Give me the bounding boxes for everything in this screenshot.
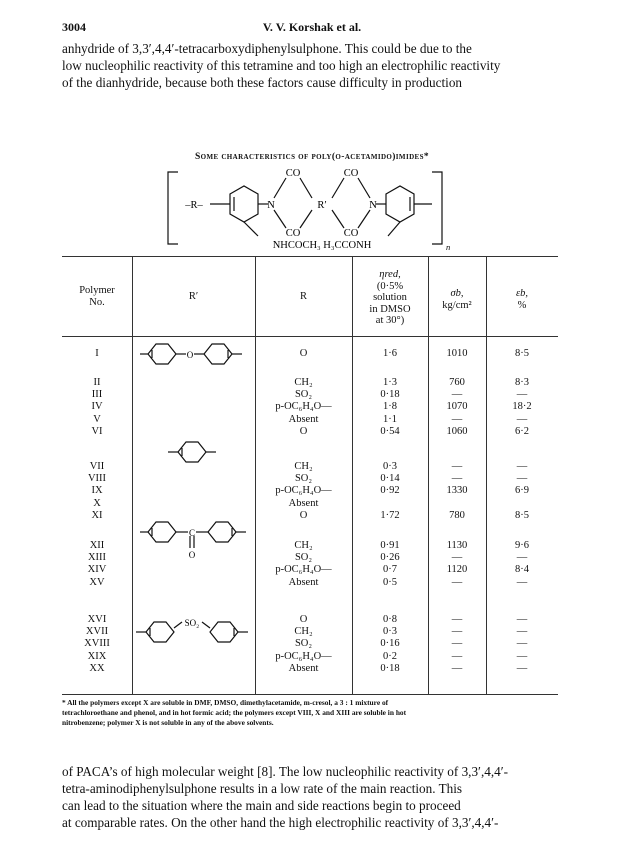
- co-label: CO: [343, 228, 359, 239]
- reduced-viscosity-cell: 1·8: [383, 401, 397, 413]
- polymer-number-cell: VIII: [87, 473, 107, 485]
- tensile-strength-cell: 780: [449, 509, 465, 521]
- r-group-cell: Absent: [288, 576, 319, 588]
- polymer-number-cell: XIX: [87, 650, 107, 662]
- polymer-number-cell: I: [95, 348, 99, 359]
- r-group-cell: Absent: [288, 413, 319, 425]
- elongation-cell: [486, 498, 558, 510]
- polymer-number-cell: V: [93, 413, 101, 425]
- header-text: σb,: [450, 288, 464, 299]
- tensile-strength-cell: 1120: [446, 564, 468, 576]
- intro-paragraph: [62, 40, 560, 91]
- elongation-cell: —: [516, 638, 528, 650]
- header-tensile-strength: [428, 288, 486, 311]
- r-group-cell: SO₂: [294, 389, 313, 401]
- reduced-viscosity-cell: 1·3: [383, 377, 397, 388]
- tensile-strength-cell: —: [451, 473, 463, 485]
- tensile-strength-cell: —: [451, 461, 463, 472]
- r-group-cell: CH₂: [294, 377, 313, 388]
- running-header: [62, 20, 562, 36]
- r-group-cell: Absent: [288, 497, 319, 509]
- polymer-number-cell: III: [91, 389, 103, 401]
- reduced-viscosity-cell: 0·16: [380, 638, 400, 650]
- tensile-strength-cell: —: [451, 662, 463, 674]
- elongation-cell: —: [516, 413, 528, 425]
- tensile-strength-cell: —: [451, 552, 463, 564]
- tensile-strength-cell: 1010: [446, 348, 468, 359]
- r-group-cell: SO₂: [294, 473, 313, 485]
- elongation-cell: 8·4: [515, 564, 529, 576]
- polymer-number-cell: VII: [89, 461, 105, 472]
- polymer-number-cell: IV: [91, 401, 103, 413]
- repeat-subscript: n: [446, 242, 451, 252]
- tensile-strength-cell: —: [451, 576, 463, 588]
- header-text: ηred,: [379, 269, 401, 280]
- polymer-structure-diagram: [160, 164, 460, 252]
- header-elongation: [486, 288, 558, 311]
- polymer-number-cell: X: [93, 497, 101, 509]
- polymer-number-cell: XVIII: [84, 638, 110, 650]
- elongation-cell: 9·6: [515, 540, 529, 551]
- substituent-labels: NHCOCH₃ H₃CCONH: [272, 240, 372, 251]
- polymer-number-cell: XX: [89, 662, 105, 674]
- table-footnote: [62, 698, 560, 728]
- tensile-strength-cell: —: [451, 389, 463, 401]
- header-r-prime: R′: [188, 291, 199, 302]
- r-group-cell: CH₂: [294, 540, 313, 551]
- r-group-cell: p-OC₆H₄O—: [275, 401, 332, 413]
- tensile-strength-cell: —: [451, 650, 463, 662]
- header-text: solution: [373, 292, 407, 303]
- phenylene-structure: [168, 442, 216, 462]
- reduced-viscosity-cell: 0·54: [380, 425, 400, 437]
- page-number: 3004: [62, 20, 86, 34]
- elongation-cell: —: [516, 389, 528, 401]
- header-text: (0·5%: [376, 280, 404, 292]
- tensile-strength-cell: 1060: [446, 425, 468, 437]
- reduced-viscosity-cell: 1·72: [380, 509, 400, 521]
- reduced-viscosity-cell: 0·91: [380, 540, 400, 551]
- reduced-viscosity-cell: [352, 498, 428, 510]
- elongation-cell: —: [516, 650, 528, 662]
- text-line: of the dianhydride, because both these factors cause difficulty in production: [62, 75, 463, 90]
- footnote-line: nitrobenzene; polymer X is not soluble in any of the above solvents.: [62, 718, 274, 727]
- carbonyl-oxygen-label: O: [188, 550, 196, 560]
- r-group-cell: p-OC₆H₄O—: [275, 485, 332, 497]
- footnote-line: tetrachloroethane and phenol, and in hot formic acid; the polymers except VIII, X and XIII are soluble in hot: [62, 708, 407, 717]
- properties-table: [62, 256, 558, 696]
- polymer-number-cell: IX: [91, 485, 103, 497]
- co-label: CO: [285, 228, 301, 239]
- elongation-cell: —: [516, 626, 528, 638]
- r-prime-label: R′: [317, 200, 327, 211]
- reduced-viscosity-cell: 0·3: [383, 461, 397, 472]
- elongation-cell: —: [516, 662, 528, 674]
- reduced-viscosity-cell: 0·26: [380, 552, 400, 564]
- header-text: at 30°): [375, 315, 405, 326]
- r-group-cell: p-OC₆H₄O—: [275, 564, 332, 576]
- reduced-viscosity-cell: 0·14: [380, 473, 400, 485]
- elongation-cell: 18·2: [512, 401, 532, 413]
- reduced-viscosity-cell: 0·3: [383, 626, 397, 638]
- tensile-strength-cell: —: [451, 626, 463, 638]
- table-caption: Some characteristics of poly(o-acetamido)imides*: [194, 152, 430, 162]
- n-label: N: [369, 200, 377, 211]
- reduced-viscosity-cell: 0·18: [380, 389, 400, 401]
- elongation-cell: 8·5: [515, 509, 529, 521]
- header-polymer: [62, 285, 132, 308]
- table-top-rule: [62, 256, 558, 257]
- co-label: CO: [343, 168, 359, 179]
- carbonyl-carbon-label: C: [188, 528, 196, 538]
- tensile-strength-cell: 760: [449, 377, 465, 388]
- r-group-cell: O: [299, 425, 308, 437]
- tensile-strength-cell: —: [451, 413, 463, 425]
- reduced-viscosity-cell: 0·2: [383, 650, 397, 662]
- polymer-number-cell: XV: [89, 576, 105, 588]
- text-line: at comparable rates. On the other hand the high electrophilic reactivity of 3,3′,4,4′-: [62, 815, 499, 830]
- elongation-cell: —: [516, 461, 528, 472]
- elongation-cell: —: [516, 576, 528, 588]
- reduced-viscosity-cell: 0·5: [383, 576, 397, 588]
- elongation-cell: —: [516, 473, 528, 485]
- text-line: of PACA’s of high molecular weight [8]. The low nucleophilic reactivity of 3,3′,4,4′-: [62, 764, 509, 779]
- tensile-strength-cell: [428, 498, 486, 510]
- r-group-cell: Absent: [288, 662, 319, 674]
- running-title: V. V. Korshak et al.: [262, 20, 362, 34]
- r-group-cell: p-OC₆H₄O—: [275, 650, 332, 662]
- reduced-viscosity-cell: 0·8: [383, 614, 397, 625]
- r-group-cell: CH₂: [294, 626, 313, 638]
- tensile-strength-cell: 1070: [446, 401, 468, 413]
- elongation-cell: 6·2: [515, 425, 529, 437]
- elongation-cell: 8·3: [515, 377, 529, 388]
- header-r: R: [299, 291, 307, 302]
- outro-paragraph: [62, 763, 560, 831]
- polymer-number-cell: XII: [89, 540, 105, 551]
- elongation-cell: —: [516, 552, 528, 564]
- tensile-strength-cell: —: [451, 638, 463, 650]
- footnote-line: * All the polymers except X are soluble in DMF, DMSO, dimethylacetamide, m-cresol, a 3 : 1 mixture of: [62, 698, 389, 707]
- polymer-number-cell: XVI: [87, 614, 107, 625]
- text-line: low nucleophilic reactivity of this tetramine and too high an electrophilic reactivity: [62, 58, 501, 73]
- tensile-strength-cell: 1130: [446, 540, 468, 551]
- header-text: No.: [89, 296, 105, 308]
- tensile-strength-cell: 1330: [446, 485, 468, 497]
- header-text: Polymer: [79, 285, 115, 296]
- reduced-viscosity-cell: 0·18: [380, 662, 400, 674]
- reduced-viscosity-cell: 1·1: [383, 413, 397, 425]
- header-text: %: [517, 299, 527, 311]
- r-label: –R–: [185, 200, 203, 211]
- text-line: tetra-aminodiphenylsulphone results in a low rate of the main reaction. This: [62, 781, 463, 796]
- elongation-cell: 6·9: [515, 485, 529, 497]
- reduced-viscosity-cell: 0·92: [380, 485, 400, 497]
- r-group-cell: CH₂: [294, 461, 313, 472]
- n-label: N: [267, 200, 275, 211]
- polymer-number-cell: XIII: [87, 552, 107, 564]
- polymer-number-cell: II: [93, 377, 101, 388]
- reduced-viscosity-cell: 1·6: [383, 348, 397, 359]
- header-text: εb,: [515, 288, 528, 299]
- tensile-strength-cell: —: [451, 614, 463, 625]
- header-text: kg/cm²: [442, 299, 472, 311]
- polymer-number-cell: XVII: [85, 626, 109, 638]
- header-viscosity: [352, 269, 428, 327]
- r-prime-structures: [132, 336, 255, 694]
- header-text: in DMSO: [369, 303, 411, 315]
- r-group-cell: O: [299, 509, 308, 521]
- r-group-cell: SO₂: [294, 552, 313, 564]
- polymer-number-cell: XIV: [87, 564, 107, 576]
- elongation-cell: 8·5: [515, 348, 529, 359]
- text-line: anhydride of 3,3′,4,4′-tetracarboxydiphenylsulphone. This could be due to the: [62, 41, 472, 56]
- polymer-number-cell: XI: [91, 509, 103, 521]
- text-line: can lead to the situation where the main and side reactions begin to proceed: [62, 798, 461, 813]
- reduced-viscosity-cell: 0·7: [383, 564, 397, 576]
- r-group-cell: O: [299, 614, 308, 625]
- polymer-number-cell: VI: [91, 425, 103, 437]
- sulphone-label: SO₂: [184, 618, 200, 628]
- elongation-cell: —: [516, 614, 528, 625]
- r-group-cell: SO₂: [294, 638, 313, 650]
- ether-oxygen-label: O: [186, 350, 194, 360]
- table-bottom-rule: [62, 694, 558, 695]
- r-group-cell: O: [299, 348, 308, 359]
- co-label: CO: [285, 168, 301, 179]
